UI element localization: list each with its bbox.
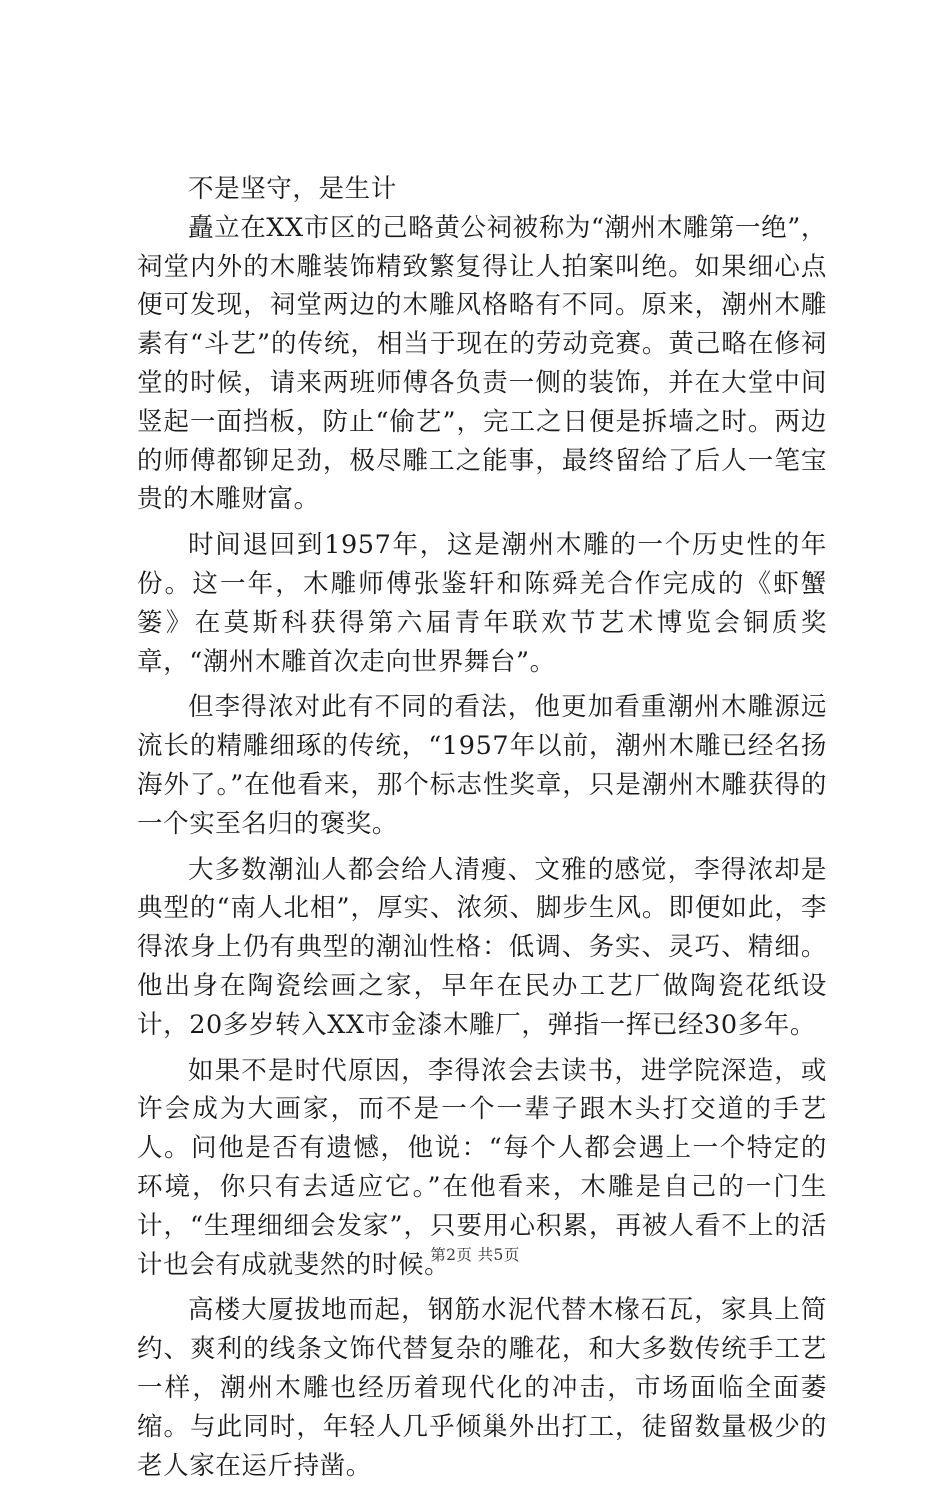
- paragraph: 大多数潮汕人都会给人清瘦、文雅的感觉，李得浓却是典型的“南人北相”，厚实、浓须、脚步生风。即便如此，李得浓身上仍有典型的潮汕性格：低调、务实、灵巧、精细。他出身在陶瓷绘画之家，早年在民办工艺厂做陶瓷花纸设计，20多岁转入XX市金漆木雕厂，弹指一挥已经30多年。: [137, 854, 827, 1040]
- page-footer: [0, 1243, 950, 1265]
- section-heading: 不是坚守，是生计: [188, 174, 397, 204]
- paragraph: 时间退回到1957年，这是潮州木雕的一个历史性的年份。这一年，木雕师傅张鉴轩和陈舜羌合作完成的《虾蟹篓》在莫斯科获得第六届青年联欢节艺术博览会铜质奖章，“潮州木雕首次走向世界舞台”。: [137, 530, 827, 677]
- paragraph: 但李得浓对此有不同的看法，他更加看重潮州木雕源远流长的精雕细琢的传统，“1957年以前，潮州木雕已经名扬海外了。”在他看来，那个标志性奖章，只是潮州木雕获得的一个实至名归的褒奖。: [137, 692, 827, 839]
- paragraph: 如果不是时代原因，李得浓会去读书，进学院深造，或许会成为大画家，而不是一个一辈子跟木头打交道的手艺人。问他是否有遗憾，他说：“每个人都会遇上一个特定的环境，你只有去适应它。”在他看来，木雕是自己的一门生计，“生理细细会发家”，只要用心积累，再被人看不上的活计也会有成就斐然的时候。: [137, 1055, 827, 1280]
- paragraph: 高楼大厦拔地而起，钢筋水泥代替木椽石瓦，家具上简约、爽利的线条文饰代替复杂的雕花，和大多数传统手工艺一样，潮州木雕也经历着现代化的冲击，市场面临全面萎缩。与此同时，年轻人几乎倾巢外出打工，徒留数量极少的老人家在运斤持凿。: [137, 1295, 827, 1481]
- paragraph: 矗立在XX市区的己略黄公祠被称为“潮州木雕第一绝”，祠堂内外的木雕装饰精致繁复得让人拍案叫绝。如果细心点便可发现，祠堂两边的木雕风格略有不同。原来，潮州木雕素有“斗艺”的传统，相当于现在的劳动竞赛。黄己略在修祠堂的时候，请来两班师傅各负责一侧的装饰，并在大堂中间竖起一面挡板，防止“偷艺”，完工之日便是拆墙之时。两边的师傅都铆足劲，极尽雕工之能事，最终留给了后人一笔宝贵的木雕财富。: [137, 212, 827, 515]
- page-number: 第2页 共5页: [430, 1246, 520, 1264]
- document-body: [137, 170, 827, 1492]
